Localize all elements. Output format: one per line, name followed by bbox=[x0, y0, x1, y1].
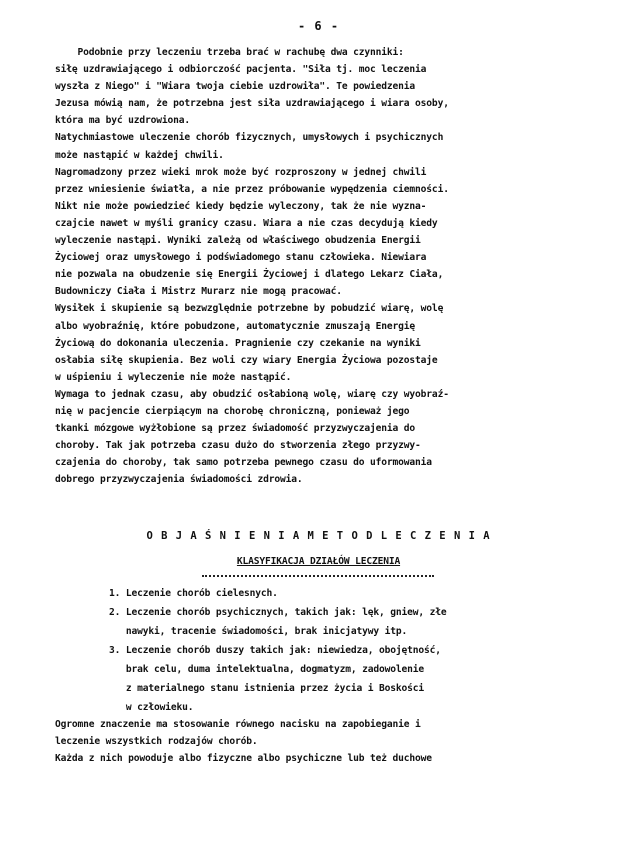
text-line: Nikt nie może powiedzieć kiedy będzie wyleczony, tak że nie wyzna- bbox=[55, 200, 427, 212]
list-item: 3. Leczenie chorób duszy takich jak: niewiedza, obojętność, bbox=[109, 645, 441, 656]
text-line: może nastąpić w każdej chwili. bbox=[55, 149, 224, 161]
text-line: Budowniczy Ciała i Mistrz Murarz nie mogą pracować. bbox=[55, 286, 342, 298]
text-line: tkanki mózgowe wyżłobione są przez świadomość przyzwyczajenia do bbox=[55, 423, 416, 435]
text-line: czajenia do choroby, tak samo potrzeba pewnego czasu do uformowania bbox=[55, 457, 432, 469]
text-line: Nagromadzony przez wieki mrok może być rozproszony w jednej chwili bbox=[55, 166, 427, 178]
text-line: albo wyobraźnię, które pobudzone, automatycznie zmuszają Energię bbox=[55, 320, 416, 332]
text-line: nię w pacjencie cierpiącym na chorobę chroniczną, ponieważ jego bbox=[55, 405, 410, 417]
text-line: Wymaga to jednak czasu, aby obudzić osłabioną wolę, wiarę czy wyobraź- bbox=[55, 388, 449, 400]
intro-paragraph bbox=[55, 44, 575, 488]
closing-paragraph bbox=[55, 716, 575, 767]
text-line: siłę uzdrawiającego i odbiorczość pacjenta. "Siła tj. moc leczenia bbox=[55, 64, 427, 76]
list-item-continuation: z materialnego stanu istnienia przez życia i Boskości bbox=[109, 683, 425, 694]
text-line: Jezusa mówią nam, że potrzebna jest siła uzdrawiającego i wiara osoby, bbox=[55, 98, 449, 110]
list-item-continuation: nawyki, tracenie świadomości, brak inicjatywy itp. bbox=[109, 626, 408, 637]
subsection-title: KLASYFIKACJA DZIAŁÓW LECZENIA bbox=[236, 556, 401, 567]
list-item: 2. Leczenie chorób psychicznych, takich jak: lęk, gniew, złe bbox=[109, 607, 447, 618]
text-line: Ogromne znaczenie ma stosowanie równego nacisku na zapobieganie i bbox=[55, 719, 421, 730]
text-line: przez wniesienie światła, a nie przez próbowanie wypędzenia ciemności. bbox=[55, 183, 449, 195]
text-line: Podobnie przy leczeniu trzeba brać w rachubę dwa czynniki: bbox=[55, 47, 404, 58]
text-line: Natychmiastowe uleczenie chorób fizycznych, umysłowych i psychicznych bbox=[55, 132, 444, 144]
dotted-underline bbox=[202, 575, 434, 577]
page-number: - 6 - bbox=[297, 19, 340, 33]
text-line: leczenie wszystkich rodzajów chorób. bbox=[55, 736, 258, 748]
list-item-continuation: w człowieku. bbox=[109, 702, 194, 713]
text-line: nie pozwala na obudzenie się Energii Życiowej i dlatego Lekarz Ciała, bbox=[55, 269, 444, 281]
text-line: dobrego przyzwyczajenia świadomości zdrowia. bbox=[55, 474, 303, 486]
text-line: Życiową do dokonania uleczenia. Pragnienie czy czekanie na wyniki bbox=[55, 337, 421, 349]
list-item: 1. Leczenie chorób cielesnych. bbox=[109, 588, 278, 599]
text-line: wyszła z Niego" i "Wiara twoja ciebie uzdrowiła". Te powiedzenia bbox=[55, 81, 416, 93]
text-line: Każda z nich powoduje albo fizyczne albo psychiczne lub też duchowe bbox=[55, 753, 432, 765]
list-item-continuation: brak celu, duma intelektualna, dogmatyzm, zadowolenie bbox=[109, 664, 425, 675]
text-line: w uśpieniu i wyleczenie nie może nastąpić. bbox=[55, 371, 292, 383]
classification-list bbox=[109, 584, 579, 717]
text-line: Życiowej oraz umysłowego i podświadomego stanu człowieka. Niewiara bbox=[55, 252, 427, 264]
text-line: osłabia siłę skupienia. Bez woli czy wiary Energia Życiowa pozostaje bbox=[55, 354, 438, 366]
text-line: czajcie nawet w myśli granicy czasu. Wiara a nie czas decydują kiedy bbox=[55, 217, 438, 229]
text-line: wyleczenie nastąpi. Wyniki zależą od właściwego obudzenia Energii bbox=[55, 235, 421, 247]
text-line: która ma być uzdrowiona. bbox=[55, 115, 191, 127]
text-line: choroby. Tak jak potrzeba czasu dużo do stworzenia złego przyzwy- bbox=[55, 440, 421, 452]
text-line: Wysiłek i skupienie są bezwzględnie potrzebne by pobudzić wiarę, wolę bbox=[55, 303, 444, 315]
section-title: O B J A Ś N I E N I A M E T O D L E C Z E N I A bbox=[146, 530, 491, 542]
